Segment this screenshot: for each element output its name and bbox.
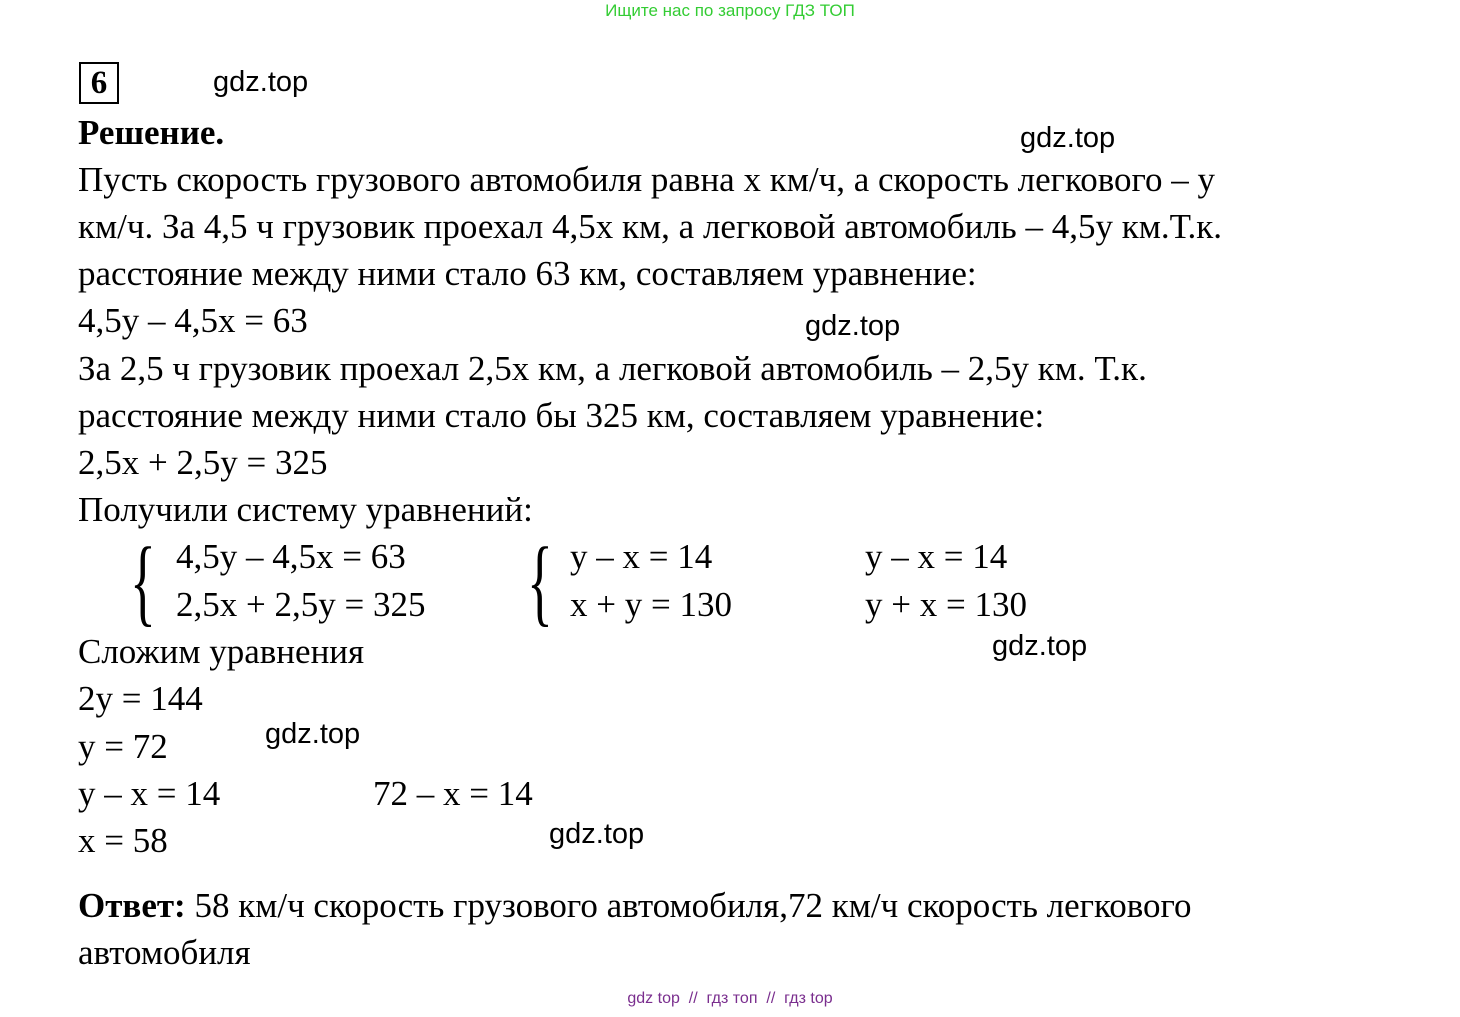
system-3-eq-2: у + х = 130 xyxy=(865,585,1027,624)
system-brace-1: { xyxy=(130,528,156,636)
answer-line xyxy=(78,886,1192,926)
system-brace-2: { xyxy=(527,528,553,636)
solution-line: Пусть скорость грузового автомобиля равна х км/ч, а скорость легкового – у xyxy=(78,160,1216,199)
system-2-eq-2: х + у = 130 xyxy=(570,585,732,624)
equation-line: 2у = 144 xyxy=(78,679,203,718)
solution-line: Получили систему уравнений: xyxy=(78,490,533,529)
equation-line: 4,5у – 4,5х = 63 xyxy=(78,301,308,340)
system-2-eq-1: у – х = 14 xyxy=(570,537,713,576)
solution-line: За 2,5 ч грузовик проехал 2,5х км, а легковой автомобиль – 2,5у км. Т.к. xyxy=(78,349,1147,388)
watermark: gdz.top xyxy=(805,310,901,342)
watermark: gdz.top xyxy=(1020,122,1116,154)
solution-line: км/ч. За 4,5 ч грузовик проехал 4,5х км, а легковой автомобиль – 4,5у км.Т.к. xyxy=(78,207,1223,246)
task-number-box: 6 xyxy=(79,62,119,104)
equation-line: х = 58 xyxy=(78,821,168,860)
watermark: gdz.top xyxy=(549,818,645,850)
solution-heading: Решение. xyxy=(78,113,225,152)
system-1-eq-2: 2,5х + 2,5у = 325 xyxy=(176,585,426,624)
watermark: gdz.top xyxy=(213,66,309,98)
solution-line: расстояние между ними стало 63 км, составляем уравнение: xyxy=(78,254,977,293)
top-banner: Ищите нас по запросу ГДЗ ТОП xyxy=(605,1,855,20)
footer-watermark: gdz top // гдз топ // гдз top xyxy=(627,990,833,1007)
equation-line: у – х = 14 xyxy=(78,774,221,813)
solution-line: расстояние между ними стало бы 325 км, составляем уравнение: xyxy=(78,396,1045,435)
equation-line: у = 72 xyxy=(78,727,168,766)
system-1-eq-1: 4,5у – 4,5х = 63 xyxy=(176,537,406,576)
answer-label: Ответ: xyxy=(78,886,186,925)
watermark: gdz.top xyxy=(992,630,1088,662)
answer-text: 58 км/ч скорость грузового автомобиля,72 км/ч скорость легкового xyxy=(185,886,1192,925)
equation-line: 2,5х + 2,5у = 325 xyxy=(78,443,328,482)
answer-line-2: автомобиля xyxy=(78,933,251,972)
substitution-equation: 72 – х = 14 xyxy=(373,774,533,813)
system-3-eq-1: у – х = 14 xyxy=(865,537,1008,576)
watermark: gdz.top xyxy=(265,718,361,750)
solution-line: Сложим уравнения xyxy=(78,632,365,671)
